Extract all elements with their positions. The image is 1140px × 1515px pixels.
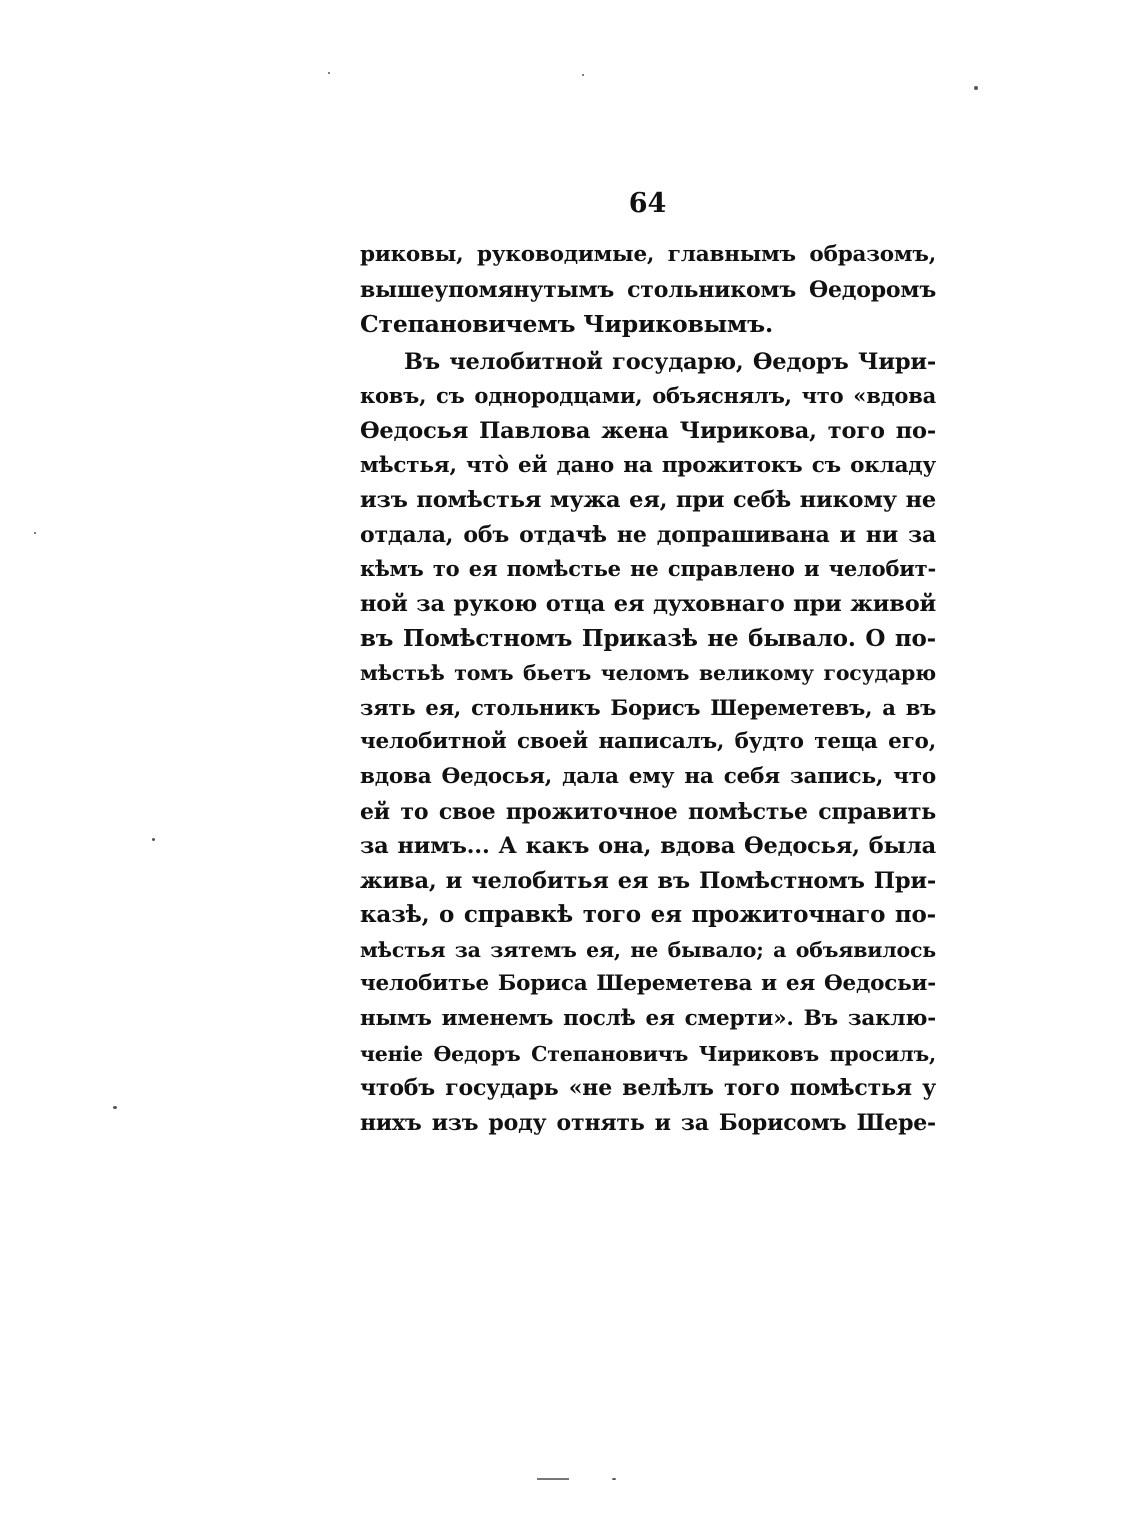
scan-speck [34,532,36,534]
text-line: ковъ, съ однородцами, объяснялъ, что «вдова [360,383,936,409]
text-line: жива, и челобитья ея въ Помѣстномъ При- [360,867,936,894]
body-text [360,238,936,1140]
text-line: Өедосья Павлова жена Чирикова, того по- [360,417,936,444]
text-line: мѣстья за зятемъ ея, не бывало; а объявилось [360,937,936,962]
text-line: ченіе Өедоръ Степановичъ Чириковъ просилъ, [360,1041,936,1066]
text-line: зять ея, стольникъ Борисъ Шереметевъ, а въ [360,694,936,720]
scan-speck [113,1106,117,1109]
text-line: Въ челобитной государю, Өедоръ Чири- [404,348,936,375]
text-line: мѣстья, чтò ей дано на прожитокъ съ окладу [360,452,936,478]
text-line: челобитье Бориса Шереметева и ея Өедосьи- [360,971,936,997]
page-number: 64 [628,188,667,219]
text-line: Степановичемъ Чириковымъ. [360,310,773,339]
text-line: вдова Өедосья, дала ему на себя запись, что [360,763,936,789]
scan-speck [612,1478,616,1480]
text-line: ей то свое прожиточное помѣстье справить [360,798,936,825]
text-line: кѣмъ то ея помѣстье не справлено и челобит- [360,556,936,582]
text-line: въ Помѣстномъ Приказѣ не бывало. О по- [360,624,936,652]
text-line: ной за рукою отца ея духовнаго при живой [360,590,936,617]
text-line: нихъ изъ роду отнять и за Борисомъ Шере- [360,1109,936,1136]
text-line: мѣстьѣ томъ бьетъ челомъ великому государю [360,661,936,686]
scan-speck [328,72,330,74]
text-line: нымъ именемъ послѣ ея смерти». Въ заклю- [360,1006,936,1032]
text-line: чтобъ государь «не велѣлъ того помѣстья у [360,1075,936,1102]
text-line: изъ помѣстья мужа ея, при себѣ никому не [360,487,936,514]
text-line: отдала, объ отдачѣ не допрашивана и ни за [360,521,936,548]
scan-speck [582,74,584,76]
scan-rule [537,1478,569,1480]
text-line: вышеупомянутымъ стольникомъ Өедоромъ [360,276,936,303]
scan-speck [152,838,155,841]
text-line: челобитной своей написалъ, будто теща его, [360,729,936,755]
text-line: казѣ, о справкѣ того ея прожиточнаго по- [360,901,936,929]
text-line: риковы, руководимые, главнымъ образомъ, [360,242,936,267]
scan-speck [974,86,978,90]
text-line: за нимъ... А какъ она, вдова Өедосья, была [360,833,936,860]
